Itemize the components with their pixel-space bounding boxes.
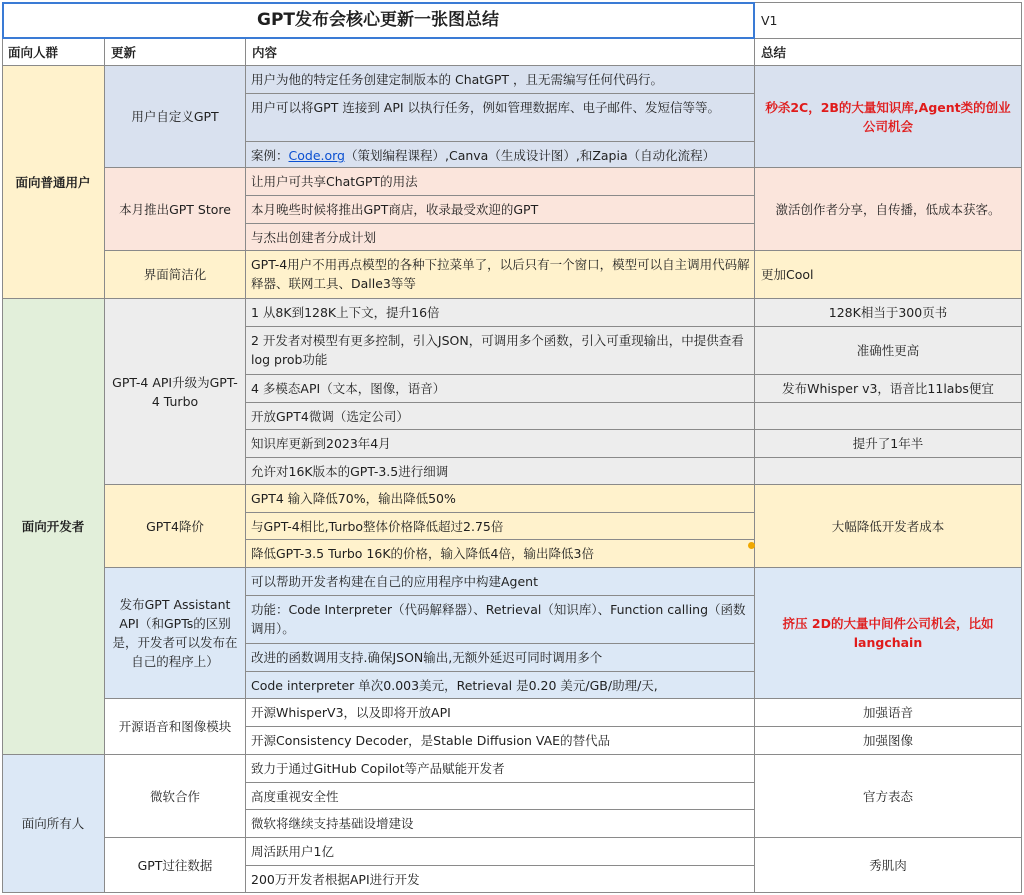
update-assistant-api[interactable]: 发布GPT Assistant API（和GPTs的区别是，开发者可以发布在自己的程序上） — [105, 568, 246, 699]
content-cell[interactable]: 开源WhisperV3，以及即将开放API — [246, 699, 755, 727]
content-cell[interactable]: Code interpreter 单次0.003美元，Retrieval 是0.20 美元/GB/助理/天, — [246, 672, 755, 699]
content-cell[interactable]: 4 多模态API（文本，图像，语音） — [246, 375, 755, 403]
content-cell-examples[interactable] — [246, 142, 755, 168]
summary-cell[interactable]: 官方表态 — [755, 755, 1022, 838]
update-simplified-ui[interactable]: 界面简洁化 — [105, 251, 246, 299]
update-microsoft[interactable]: 微软合作 — [105, 755, 246, 838]
audience-everyone[interactable]: 面向所有人 — [2, 755, 105, 893]
summary-cell[interactable]: 大幅降低开发者成本 — [755, 485, 1022, 568]
examples-suffix: （策划编程课程）,Canva（生成设计图）,和Zapia（自动化流程） — [345, 148, 716, 163]
summary-cell[interactable]: 秒杀2C，2B的大量知识库,Agent类的创业公司机会 — [755, 66, 1022, 168]
update-gpt4-turbo[interactable]: GPT-4 API升级为GPT-4 Turbo — [105, 299, 246, 485]
content-cell[interactable]: 允许对16K版本的GPT-3.5进行细调 — [246, 458, 755, 485]
header-content[interactable]: 内容 — [246, 39, 755, 66]
content-cell[interactable]: 与GPT-4相比,Turbo整体价格降低超过2.75倍 — [246, 513, 755, 540]
summary-cell[interactable]: 提升了1年半 — [755, 430, 1022, 458]
summary-cell[interactable]: 发布Whisper v3，语音比11labs便宜 — [755, 375, 1022, 403]
summary-cell[interactable]: 更加Cool — [755, 251, 1022, 299]
summary-cell[interactable]: 128K相当于300页书 — [755, 299, 1022, 327]
update-past-data[interactable]: GPT过往数据 — [105, 838, 246, 893]
header-update[interactable]: 更新 — [105, 39, 246, 66]
summary-cell[interactable]: 激活创作者分享，自传播，低成本获客。 — [755, 168, 1022, 251]
summary-cell[interactable]: 秀肌肉 — [755, 838, 1022, 893]
header-audience[interactable]: 面向人群 — [2, 39, 105, 66]
content-cell[interactable]: 改进的函数调用支持.确保JSON输出,无额外延迟可同时调用多个 — [246, 644, 755, 672]
content-cell[interactable]: 高度重视安全性 — [246, 783, 755, 810]
summary-cell[interactable]: 准确性更高 — [755, 327, 1022, 375]
audience-general-users[interactable]: 面向普通用户 — [2, 66, 105, 299]
summary-cell[interactable]: 加强语音 — [755, 699, 1022, 727]
content-cell[interactable]: 让用户可共享ChatGPT的用法 — [246, 168, 755, 196]
comment-indicator[interactable] — [748, 542, 755, 549]
content-cell[interactable]: 功能：Code Interpreter（代码解释器）、Retrieval（知识库）、Function calling（函数调用）。 — [246, 596, 755, 644]
update-custom-gpt[interactable]: 用户自定义GPT — [105, 66, 246, 168]
content-cell[interactable]: GPT-4用户不用再点模型的各种下拉菜单了，以后只有一个窗口，模型可以自主调用代码解释器、联网工具、Dalle3等等 — [246, 251, 755, 299]
content-cell[interactable]: 致力于通过GitHub Copilot等产品赋能开发者 — [246, 755, 755, 783]
content-cell[interactable]: 本月晚些时候将推出GPT商店，收录最受欢迎的GPT — [246, 196, 755, 224]
content-cell[interactable]: GPT4 输入降低70%，输出降低50% — [246, 485, 755, 513]
content-cell[interactable]: 与杰出创建者分成计划 — [246, 224, 755, 251]
update-gpt-store[interactable]: 本月推出GPT Store — [105, 168, 246, 251]
content-cell[interactable]: 微软将继续支持基础设增建设 — [246, 810, 755, 838]
content-cell[interactable]: 2 开发者对模型有更多控制，引入JSON，可调用多个函数，引入可重现输出，中提供查看log prob功能 — [246, 327, 755, 375]
summary-cell[interactable]: 挤压 2D的大量中间件公司机会，比如langchain — [755, 568, 1022, 699]
content-cell[interactable]: 1 从8K到128K上下文，提升16倍 — [246, 299, 755, 327]
content-cell[interactable]: 知识库更新到2023年4月 — [246, 430, 755, 458]
summary-cell[interactable] — [755, 403, 1022, 430]
examples-prefix: 案例： — [251, 148, 289, 163]
table-title[interactable]: GPT发布会核心更新一张图总结 — [2, 2, 755, 39]
content-cell[interactable]: 开放GPT4微调（选定公司） — [246, 403, 755, 430]
version-label[interactable]: V1 — [755, 2, 1022, 39]
update-price-cut[interactable]: GPT4降价 — [105, 485, 246, 568]
content-cell[interactable]: 开源Consistency Decoder，是Stable Diffusion VAE的替代品 — [246, 727, 755, 755]
summary-cell[interactable] — [755, 458, 1022, 485]
content-cell[interactable]: 可以帮助开发者构建在自己的应用程序中构建Agent — [246, 568, 755, 596]
content-cell[interactable]: 200万开发者根据API进行开发 — [246, 866, 755, 893]
code-org-link[interactable]: Code.org — [288, 148, 345, 163]
content-cell[interactable]: 用户可以将GPT 连接到 API 以执行任务，例如管理数据库、电子邮件、发短信等等。 — [246, 94, 755, 142]
header-summary[interactable]: 总结 — [755, 39, 1022, 66]
audience-developers[interactable]: 面向开发者 — [2, 299, 105, 755]
update-open-source[interactable]: 开源语音和图像模块 — [105, 699, 246, 755]
summary-cell[interactable]: 加强图像 — [755, 727, 1022, 755]
summary-table — [2, 2, 1022, 893]
content-cell[interactable]: 降低GPT-3.5 Turbo 16K的价格，输入降低4倍，输出降低3倍 — [246, 540, 755, 568]
content-cell[interactable]: 用户为他的特定任务创建定制版本的 ChatGPT ，且无需编写任何代码行。 — [246, 66, 755, 94]
content-cell[interactable]: 周活跃用户1亿 — [246, 838, 755, 866]
